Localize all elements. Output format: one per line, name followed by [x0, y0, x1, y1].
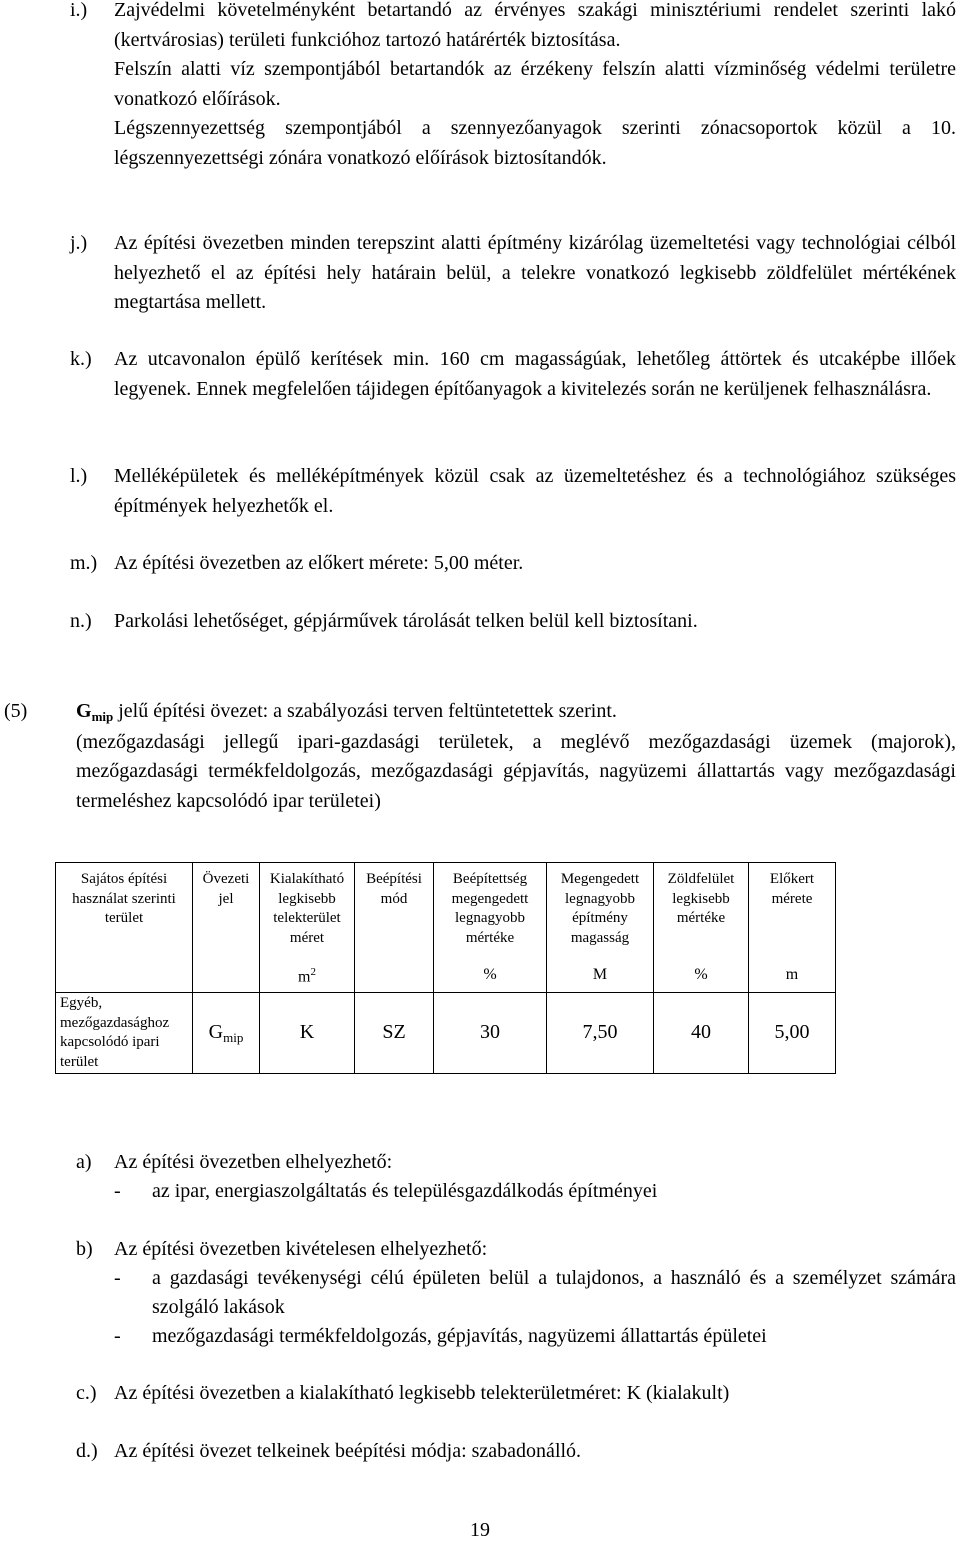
paragraph: Felszín alatti víz szempontjából betartandók az érzékeny felszín alatti vízminőség védelmi területre vonatkozó előírások. [114, 58, 956, 110]
zone-symbol-sub: mip [91, 709, 114, 724]
item-label: m.) [70, 552, 98, 574]
table-cell: 7,50 [547, 993, 654, 1074]
rule-label: a) [76, 1151, 92, 1173]
unit-superscript: 2 [310, 966, 316, 979]
item-k [70, 345, 956, 404]
table-header-cell: Övezeti jel [193, 863, 260, 959]
dash-mark: - [114, 1180, 121, 1202]
paragraph: Zajvédelmi követelményként betartandó az érvényes szakági minisztériumi rendelet szerinti lakó (kertvárosias) területi funkcióhoz tartozó határérték biztosítása. [114, 0, 956, 51]
item-n [70, 607, 956, 637]
rule-label: d.) [76, 1440, 98, 1462]
section-label: (5) [4, 700, 28, 722]
item-label: j.) [70, 232, 88, 254]
rule-d [76, 1437, 956, 1466]
table-unit-cell: % [434, 958, 547, 993]
item-label: i.) [70, 0, 88, 21]
table-cell-area: Egyéb, mezőgazdasághoz kapcsolódó ipari terület [56, 993, 193, 1074]
dash-mark: - [114, 1325, 121, 1347]
table-unit-cell: M [547, 958, 654, 993]
table-unit-cell: m [749, 958, 836, 993]
rule-label: b) [76, 1238, 93, 1260]
unit-text: m [298, 968, 311, 986]
rule-text: Az építési övezetben a kialakítható legkisebb telekterületméret: K (kialakult) [114, 1382, 730, 1404]
item-label: n.) [70, 610, 92, 632]
rule-c [76, 1379, 956, 1408]
table-unit-cell [193, 958, 260, 993]
item-l [70, 462, 956, 521]
paragraph: Légszennyezettség szempontjából a szennyezőanyagok szerinti zónacsoportok közül a 10. légszennyezettségi zónára vonatkozó előírások biztosítandók. [114, 117, 956, 169]
table-header-cell: Megengedett legnagyobb építmény magasság [547, 863, 654, 959]
section-title-text: jelű építési övezet: a szabályozási terven feltüntetettek szerint. [113, 700, 617, 722]
table-cell: K [260, 993, 355, 1074]
paragraph: Az építési övezetben az előkert mérete: 5,00 méter. [114, 552, 524, 574]
zone-code-sub: mip [223, 1029, 244, 1045]
dash-text: a gazdasági tevékenységi célú épületen belül a tulajdonos, a használó és a személyzet számára szolgáló lakások [152, 1267, 956, 1318]
table-unit-cell [260, 958, 355, 993]
table-unit-cell: % [654, 958, 749, 993]
table-header-cell: Előkert mérete [749, 863, 836, 959]
table-header-cell: Sajátos építési használat szerinti terület [56, 863, 193, 959]
table-header-cell: Zöldfelület legkisebb mértéke [654, 863, 749, 959]
rule-text: Az építési övezetben elhelyezhető: [114, 1151, 393, 1173]
page-number: 19 [470, 1519, 490, 1541]
rule-dash-item [114, 1177, 956, 1206]
rule-a [76, 1148, 956, 1206]
paragraph: Parkolási lehetőséget, gépjárművek tárolását telken belül kell biztosítani. [114, 610, 698, 632]
section-title [76, 697, 956, 728]
table-cell: 5,00 [749, 993, 836, 1074]
rule-text: Az építési övezet telkeinek beépítési módja: szabadonálló. [114, 1440, 582, 1462]
table-cell-code [193, 993, 260, 1074]
item-label: l.) [70, 465, 88, 487]
table-unit-cell [355, 958, 434, 993]
zone-symbol: G [76, 700, 92, 722]
table-header-cell: Beépítési mód [355, 863, 434, 959]
rule-label: c.) [76, 1382, 97, 1404]
table-unit-cell [56, 958, 193, 993]
section-description: (mezőgazdasági jellegű ipari-gazdasági területek, a meglévő mezőgazdasági üzemek (majorok), mezőgazdasági termékfeldolgozás, mezőgazdasági gépjavítás, nagyüzemi állattartás vagy mezőgazdasági termeléshez kapcsolódó ipar területei) [76, 730, 956, 812]
rule-dash-item [114, 1322, 956, 1351]
rule-b [76, 1235, 956, 1351]
table-header-cell: Beépítettség megengedett legnagyobb mértéke [434, 863, 547, 959]
item-i [70, 0, 956, 173]
table-row [56, 993, 836, 1074]
item-label: k.) [70, 348, 92, 370]
item-j [70, 229, 956, 318]
zoning-table [55, 862, 836, 1074]
table-cell: 40 [654, 993, 749, 1074]
table-cell: SZ [355, 993, 434, 1074]
item-m [70, 549, 956, 579]
dash-text: az ipar, energiaszolgáltatás és településgazdálkodás építményei [152, 1180, 658, 1202]
dash-text: mezőgazdasági termékfeldolgozás, gépjavítás, nagyüzemi állattartás épületei [152, 1325, 767, 1347]
rule-text: Az építési övezetben kivételesen elhelyezhető: [114, 1238, 488, 1260]
section-5 [4, 697, 956, 816]
rule-dash-item [114, 1264, 956, 1322]
zone-code: G [208, 1020, 224, 1043]
paragraph: Az építési övezetben minden terepszint alatti építmény kizárólag üzemeltetési vagy technológiai célból helyezhető el az építési hely határain belül, a telekre vonatkozó legkisebb zöldfelület mértékének megtartása mellett. [114, 232, 956, 313]
table-cell: 30 [434, 993, 547, 1074]
table-header-row [56, 863, 836, 959]
item-body [114, 0, 956, 173]
table-units-row [56, 958, 836, 993]
dash-mark: - [114, 1267, 121, 1289]
paragraph: Melléképületek és melléképítmények közül csak az üzemeltetéshez és a technológiához szükséges építmények helyezhetők el. [114, 465, 956, 517]
table-header-cell: Kialakítható legkisebb telekterület méret [260, 863, 355, 959]
paragraph: Az utcavonalon épülő kerítések min. 160 cm magasságúak, lehetőleg áttörtek és utcaképbe illőek legyenek. Ennek megfelelően tájidegen építőanyagok a kivitelezés során ne kerüljenek felhasználásra. [114, 348, 956, 400]
